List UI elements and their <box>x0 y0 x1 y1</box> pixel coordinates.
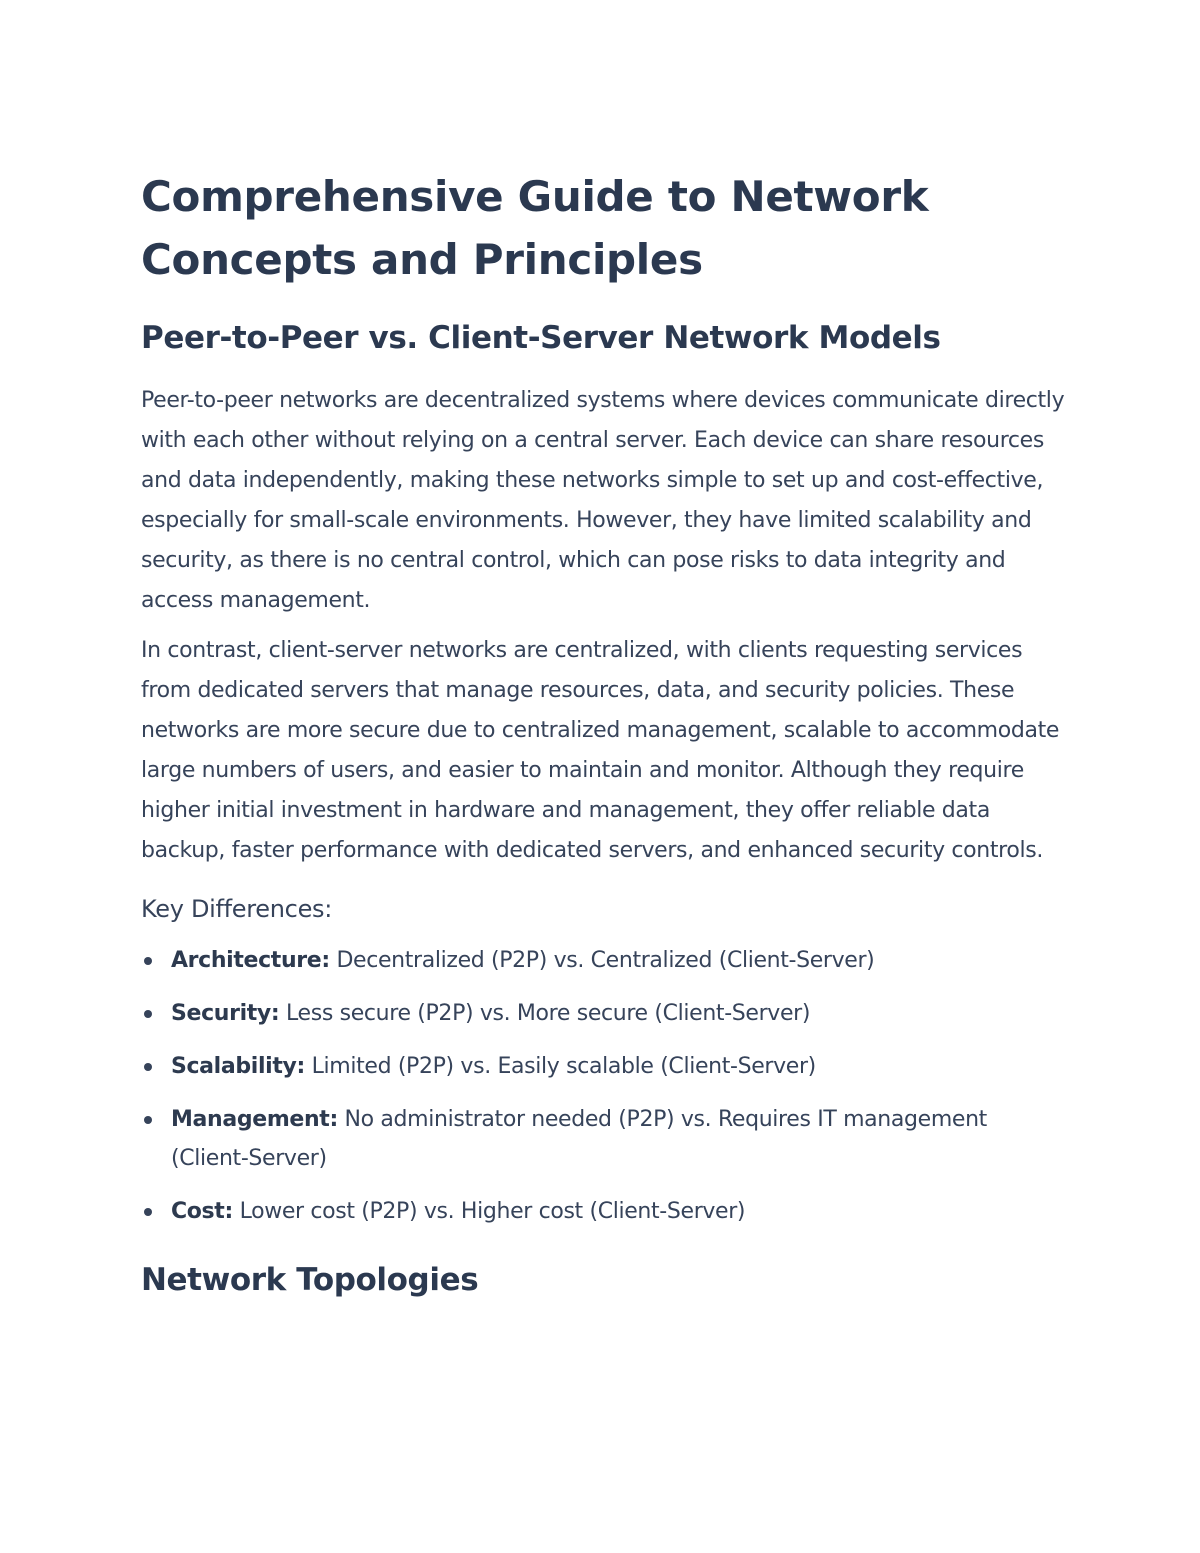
list-item-text: No administrator needed (P2P) vs. Requires IT management (Client-Server) <box>171 1107 987 1171</box>
list-item-text: Decentralized (P2P) vs. Centralized (Client-Server) <box>329 948 875 973</box>
list-item <box>141 1100 1066 1178</box>
paragraph-client-server: In contrast, client-server networks are centralized, with clients requesting services from dedicated servers that manage resources, data, and security policies. These networks are more secure due to centralized management, scalable to accommodate large numbers of users, and easier to maintain and monitor. Although they require higher initial investment in hardware and management, they offer reliable data backup, faster performance with dedicated servers, and enhanced security controls. <box>141 638 1060 863</box>
list-item-term: Scalability: <box>171 1054 305 1079</box>
section-heading-network-topologies: Network Topologies <box>141 1262 479 1298</box>
section-heading-network-models: Peer-to-Peer vs. Client-Server Network Models <box>141 320 941 356</box>
list-item-text: Lower cost (P2P) vs. Higher cost (Client-Server) <box>232 1199 746 1224</box>
list-item <box>141 1192 1066 1231</box>
key-differences-heading: Key Differences: <box>141 895 333 923</box>
bullet-icon <box>144 1116 152 1124</box>
key-differences-list <box>141 941 1066 1231</box>
bullet-icon <box>144 1208 152 1216</box>
document-page <box>141 165 1066 1303</box>
list-item-term: Cost: <box>171 1199 233 1224</box>
document-title: Comprehensive Guide to Network Concepts and Principles <box>141 172 929 284</box>
list-item-term: Management: <box>171 1107 338 1132</box>
list-item-text: Less secure (P2P) vs. More secure (Client-Server) <box>279 1001 811 1026</box>
list-item <box>141 994 1066 1033</box>
list-item-text: Limited (P2P) vs. Easily scalable (Client-Server) <box>304 1054 816 1079</box>
list-item-term: Architecture: <box>171 948 330 973</box>
paragraph-p2p: Peer-to-peer networks are decentralized systems where devices communicate directly with each other without relying on a central server. Each device can share resources and data independently, making these networks simple to set up and cost-effective, especially for small-scale environments. However, they have limited scalability and security, as there is no central control, which can pose risks to data integrity and access management. <box>141 388 1065 613</box>
list-item <box>141 941 1066 980</box>
bullet-icon <box>144 1063 152 1071</box>
list-item-term: Security: <box>171 1001 280 1026</box>
bullet-icon <box>144 1010 152 1018</box>
list-item <box>141 1047 1066 1086</box>
bullet-icon <box>144 957 152 965</box>
